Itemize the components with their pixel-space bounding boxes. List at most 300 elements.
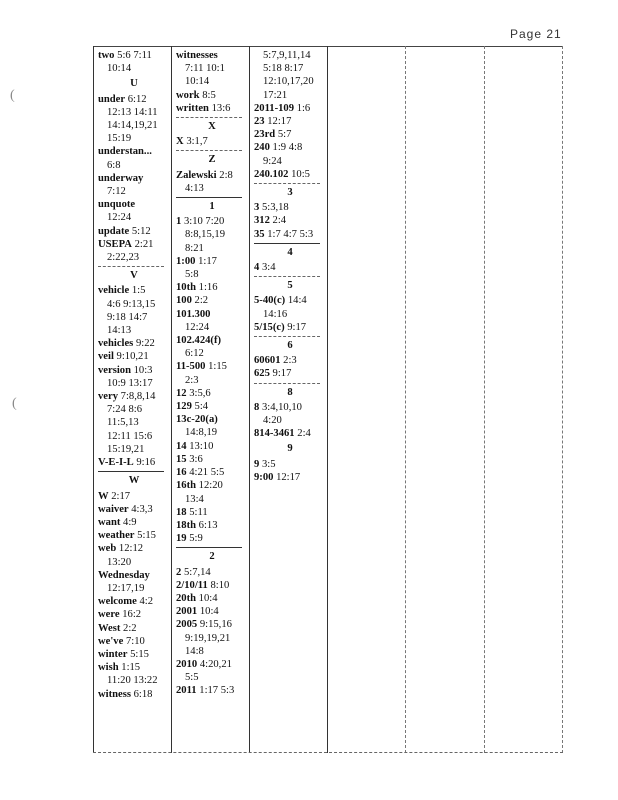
entry-continuation: 14:13 xyxy=(107,325,132,337)
entry-continuation: 11:5,13 xyxy=(107,417,139,429)
index-term: 2011 xyxy=(176,685,197,697)
section-heading: U xyxy=(130,78,138,90)
section-separator xyxy=(176,197,242,198)
index-entry xyxy=(98,648,170,661)
index-line xyxy=(98,62,170,75)
index-entry xyxy=(176,466,248,479)
index-line xyxy=(254,89,326,102)
index-entry xyxy=(254,294,326,307)
index-term: 312 xyxy=(254,215,270,227)
index-line xyxy=(98,251,170,264)
scan-mark: ( xyxy=(10,88,15,103)
index-entry xyxy=(176,334,248,347)
index-entry xyxy=(176,592,248,605)
index-entry xyxy=(98,198,170,211)
index-line xyxy=(98,582,170,595)
index-refs: 6:18 xyxy=(133,688,153,700)
entry-continuation: 14:14,19,21 xyxy=(107,120,158,132)
scan-mark: ( xyxy=(12,396,17,411)
index-term: 8 xyxy=(254,401,260,413)
entry-continuation: 12:24 xyxy=(185,321,210,333)
index-term: 11-500 xyxy=(176,361,206,373)
entry-continuation: 13:20 xyxy=(107,556,132,568)
index-refs: 8:5 xyxy=(202,89,216,101)
index-term: V-E-I-L xyxy=(98,457,134,469)
index-term: 2010 xyxy=(176,658,198,670)
index-line xyxy=(176,182,248,195)
index-entry xyxy=(98,569,170,582)
index-line xyxy=(254,49,326,62)
index-entry xyxy=(176,400,248,413)
entry-continuation: 13:4 xyxy=(185,493,204,505)
index-term: understan... xyxy=(98,146,152,158)
index-term: 14 xyxy=(176,440,187,452)
index-term: 35 xyxy=(254,228,265,240)
index-refs: 7:10 xyxy=(125,635,145,647)
index-term: written xyxy=(176,102,209,114)
section-separator xyxy=(98,471,164,472)
section-heading: 8 xyxy=(287,386,293,398)
index-line xyxy=(98,416,170,429)
section-heading: 2 xyxy=(209,551,215,563)
index-entry xyxy=(98,542,170,555)
index-entry xyxy=(254,367,326,380)
entry-continuation: 6:12 xyxy=(185,348,204,360)
index-entry xyxy=(176,89,248,102)
index-term: two xyxy=(98,50,115,61)
index-entry xyxy=(98,364,170,377)
section-heading: 1 xyxy=(209,201,215,213)
index-entry xyxy=(98,238,170,251)
index-term: W xyxy=(98,490,109,502)
index-term: unquote xyxy=(98,199,136,211)
index-refs: 5:15 xyxy=(137,530,156,542)
index-refs: 3:5 xyxy=(261,458,276,470)
index-line xyxy=(254,75,326,88)
entry-continuation: 7:11 10:1 xyxy=(185,63,225,75)
index-refs: 10:4 xyxy=(198,592,218,604)
index-entry xyxy=(176,684,248,697)
index-term: 129 xyxy=(176,401,192,413)
index-entry xyxy=(254,128,326,141)
index-line xyxy=(254,308,326,321)
index-term: 2001 xyxy=(176,606,198,618)
index-term: 16th xyxy=(176,480,197,492)
index-refs: 2:2 xyxy=(123,622,137,634)
index-line xyxy=(176,374,248,387)
index-entry xyxy=(254,141,326,154)
index-refs: 14:4 xyxy=(287,295,307,307)
entry-continuation: 12:11 15:6 xyxy=(107,430,153,442)
entry-continuation: 2:22,23 xyxy=(107,252,140,264)
index-refs: 13:10 xyxy=(189,440,214,452)
index-line xyxy=(176,242,248,255)
index-entry xyxy=(176,387,248,400)
index-refs: 10:5 xyxy=(291,168,310,180)
index-line xyxy=(98,211,170,224)
section-separator xyxy=(254,383,320,384)
index-line xyxy=(98,430,170,443)
index-entry xyxy=(98,490,170,503)
index-refs: 2:4 xyxy=(272,215,287,227)
entry-continuation: 4:13 xyxy=(185,182,204,194)
index-entry xyxy=(98,503,170,516)
index-term: 100 xyxy=(176,295,192,307)
index-entry xyxy=(254,261,326,274)
column-divider xyxy=(484,46,485,753)
index-refs: 1:5 xyxy=(131,285,146,297)
index-term: Wednesday xyxy=(98,569,150,581)
index-term: 13c-20(a) xyxy=(176,414,218,426)
index-line xyxy=(254,414,326,427)
section-separator xyxy=(176,117,242,118)
index-column-1 xyxy=(98,49,170,701)
index-entry xyxy=(254,214,326,227)
entry-continuation: 10:14 xyxy=(185,76,210,88)
section-separator xyxy=(176,150,242,151)
index-entry xyxy=(98,635,170,648)
index-entry xyxy=(254,201,326,214)
index-term: were xyxy=(98,609,120,621)
index-column-3 xyxy=(254,49,326,484)
index-refs: 1:6 xyxy=(296,102,311,114)
index-term: 4 xyxy=(254,262,260,274)
index-term: 814-3461 xyxy=(254,428,295,440)
index-entry xyxy=(176,49,248,62)
index-entry xyxy=(176,169,248,182)
entry-continuation: 14:16 xyxy=(263,308,288,320)
index-refs: 5:9 xyxy=(189,533,203,545)
index-entry xyxy=(98,390,170,403)
index-entry xyxy=(98,688,170,701)
index-refs: 1:17 xyxy=(198,255,217,267)
index-refs: 9:15,16 xyxy=(199,619,232,631)
entry-continuation: 5:5 xyxy=(185,672,199,684)
index-term: vehicle xyxy=(98,285,130,297)
index-line xyxy=(176,645,248,658)
section-separator xyxy=(254,183,320,184)
section-heading: 3 xyxy=(287,187,293,199)
entry-continuation: 2:3 xyxy=(185,374,199,386)
entry-continuation: 5:7,9,11,14 xyxy=(263,50,311,61)
index-entry xyxy=(176,294,248,307)
index-refs: 9:17 xyxy=(272,368,292,380)
section-heading: W xyxy=(128,475,140,487)
index-line xyxy=(98,377,170,390)
section-separator xyxy=(254,276,320,277)
entry-continuation: 10:14 xyxy=(107,63,132,75)
index-refs: 1:9 4:8 xyxy=(272,142,303,154)
index-term: 23rd xyxy=(254,129,276,141)
entry-continuation: 14:8 xyxy=(185,645,204,657)
entry-continuation: 5:8 xyxy=(185,269,199,281)
entry-continuation: 9:19,19,21 xyxy=(185,632,231,644)
index-term: wish xyxy=(98,662,119,674)
index-line xyxy=(176,62,248,75)
index-term: 101.300 xyxy=(176,308,211,320)
section-heading: 5 xyxy=(287,280,293,292)
index-term: under xyxy=(98,93,126,105)
index-term: 2005 xyxy=(176,619,198,631)
index-line xyxy=(254,155,326,168)
index-entry xyxy=(254,458,326,471)
index-refs: 5:12 xyxy=(131,225,151,237)
index-refs: 4:3,3 xyxy=(131,503,153,515)
index-term: 18 xyxy=(176,506,187,518)
index-refs: 5:7,14 xyxy=(183,566,211,578)
index-term: 5-40(c) xyxy=(254,295,286,307)
entry-continuation: 8:21 xyxy=(185,242,204,254)
index-entry xyxy=(176,308,248,321)
index-entry xyxy=(98,595,170,608)
index-entry xyxy=(254,401,326,414)
index-term: web xyxy=(98,543,117,555)
index-refs: 2:2 xyxy=(194,295,209,307)
index-entry xyxy=(98,350,170,363)
index-line xyxy=(176,321,248,334)
index-term: 19 xyxy=(176,533,187,545)
index-line xyxy=(176,671,248,684)
index-entry xyxy=(98,49,170,62)
index-term: 102.424(f) xyxy=(176,335,222,347)
index-line xyxy=(176,493,248,506)
entry-continuation: 5:18 8:17 xyxy=(263,63,304,75)
index-refs: 5:4 xyxy=(194,401,209,413)
index-term: 12 xyxy=(176,387,187,399)
index-term: 60601 xyxy=(254,355,281,367)
section-heading: 4 xyxy=(287,246,293,258)
index-refs: 2:3 xyxy=(283,355,297,367)
index-term: 2 xyxy=(176,566,182,578)
index-term: 18th xyxy=(176,519,197,531)
index-entry xyxy=(98,608,170,621)
index-line xyxy=(98,324,170,337)
index-refs: 5:7 xyxy=(277,129,292,141)
index-line xyxy=(98,185,170,198)
index-refs: 10:3 xyxy=(133,364,153,376)
index-entry xyxy=(176,618,248,631)
index-entry xyxy=(176,506,248,519)
index-refs: 2:8 xyxy=(219,169,233,181)
index-term: 15 xyxy=(176,453,187,465)
index-line xyxy=(98,311,170,324)
index-refs: 10:4 xyxy=(199,606,219,618)
entry-continuation: 12:24 xyxy=(107,212,132,224)
index-term: we've xyxy=(98,635,124,647)
column-divider xyxy=(405,46,406,753)
index-entry xyxy=(254,354,326,367)
index-entry xyxy=(176,658,248,671)
index-entry xyxy=(98,456,170,469)
index-term: 625 xyxy=(254,368,270,380)
entry-continuation: 15:19,21 xyxy=(107,443,145,455)
index-line xyxy=(254,62,326,75)
entry-continuation: 12:17,19 xyxy=(107,582,145,594)
entry-continuation: 15:19 xyxy=(107,133,132,145)
index-refs: 1:15 xyxy=(121,662,141,674)
index-line xyxy=(98,106,170,119)
index-entry xyxy=(176,102,248,115)
entry-continuation: 14:8,19 xyxy=(185,427,218,439)
entry-continuation: 7:12 xyxy=(107,186,126,198)
index-refs: 5:11 xyxy=(189,506,208,518)
entry-continuation: 4:6 9:13,15 xyxy=(107,298,156,310)
index-refs: 2:17 xyxy=(111,490,131,502)
index-refs: 16:2 xyxy=(122,609,142,621)
index-line xyxy=(176,228,248,241)
index-refs: 12:17 xyxy=(276,471,301,483)
index-entry xyxy=(98,516,170,529)
index-entry xyxy=(176,532,248,545)
index-entry xyxy=(98,93,170,106)
index-refs: 9:10,21 xyxy=(116,351,149,363)
index-term: version xyxy=(98,364,131,376)
index-entry xyxy=(98,661,170,674)
index-entry xyxy=(98,622,170,635)
index-entry xyxy=(98,284,170,297)
index-term: 1:00 xyxy=(176,255,196,267)
index-refs: 4:2 xyxy=(139,596,154,608)
section-separator xyxy=(254,243,320,244)
column-divider xyxy=(562,46,563,753)
index-term: waiver xyxy=(98,503,129,515)
index-entry xyxy=(176,281,248,294)
index-line xyxy=(98,674,170,687)
entry-continuation: 9:24 xyxy=(263,155,282,167)
index-entry xyxy=(254,228,326,241)
index-term: 20th xyxy=(176,592,197,604)
index-entry xyxy=(254,168,326,181)
index-term: update xyxy=(98,225,130,237)
index-entry xyxy=(176,566,248,579)
page-number: Page 21 xyxy=(510,27,562,41)
index-refs: 1:15 xyxy=(208,361,227,373)
index-term: witness xyxy=(98,688,131,700)
index-refs: 4:20,21 xyxy=(199,658,232,670)
index-entry xyxy=(176,135,248,148)
index-refs: 5:3,18 xyxy=(261,202,289,214)
column-divider xyxy=(171,46,172,753)
entry-continuation: 11:20 13:22 xyxy=(107,675,158,687)
section-heading: 9 xyxy=(287,443,293,455)
index-entry xyxy=(98,145,170,158)
index-entry xyxy=(176,440,248,453)
index-refs: 3:5,6 xyxy=(189,387,211,399)
top-rule xyxy=(93,46,563,47)
index-entry xyxy=(176,579,248,592)
index-term: West xyxy=(98,622,121,634)
index-refs: 7:8,8,14 xyxy=(120,391,156,403)
entry-continuation: 9:18 14:7 xyxy=(107,311,148,323)
index-term: very xyxy=(98,391,118,403)
index-column-2 xyxy=(176,49,248,698)
entry-continuation: 6:8 xyxy=(107,159,121,171)
index-entry xyxy=(176,453,248,466)
index-term: 10th xyxy=(176,282,197,294)
index-line xyxy=(98,443,170,456)
section-heading: X xyxy=(208,121,216,133)
column-divider xyxy=(249,46,250,753)
index-term: Zalewski xyxy=(176,169,217,181)
index-term: X xyxy=(176,136,184,148)
index-term: welcome xyxy=(98,596,137,608)
index-line xyxy=(176,426,248,439)
index-entry xyxy=(98,172,170,185)
index-refs: 9:16 xyxy=(136,457,156,469)
column-divider xyxy=(93,46,94,753)
index-refs: 3:1,7 xyxy=(186,136,208,148)
section-separator xyxy=(254,336,320,337)
index-entry xyxy=(254,102,326,115)
index-line xyxy=(176,347,248,360)
index-refs: 5:6 7:11 xyxy=(117,50,152,61)
index-refs: 3:10 7:20 xyxy=(183,216,225,228)
index-term: 9:00 xyxy=(254,471,274,483)
index-line xyxy=(98,132,170,145)
index-term: 2011-109 xyxy=(254,102,295,114)
index-term: 2/10/11 xyxy=(176,579,208,591)
index-refs: 9:22 xyxy=(135,338,155,350)
section-separator xyxy=(98,266,164,267)
index-term: 9 xyxy=(254,458,260,470)
index-entry xyxy=(98,529,170,542)
index-refs: 12:12 xyxy=(118,543,144,555)
entry-continuation: 10:9 13:17 xyxy=(107,377,153,389)
index-entry xyxy=(254,427,326,440)
index-entry xyxy=(254,321,326,334)
entry-continuation: 8:8,15,19 xyxy=(185,229,226,241)
index-line xyxy=(98,298,170,311)
index-term: 240 xyxy=(254,142,270,154)
index-term: 5/15(c) xyxy=(254,321,285,333)
index-entry xyxy=(98,225,170,238)
entry-continuation: 17:21 xyxy=(263,89,288,101)
index-refs: 6:12 xyxy=(127,93,147,105)
index-entry xyxy=(254,471,326,484)
index-line xyxy=(98,159,170,172)
index-term: want xyxy=(98,516,121,528)
index-refs: 3:6 xyxy=(189,453,203,465)
index-term: witnesses xyxy=(176,50,218,61)
index-term: vehicles xyxy=(98,338,134,350)
index-refs: 5:15 xyxy=(130,648,149,660)
index-term: 16 xyxy=(176,467,187,479)
entry-continuation: 12:13 14:11 xyxy=(107,106,158,118)
index-entry xyxy=(176,255,248,268)
entry-continuation: 12:10,17,20 xyxy=(263,76,314,88)
index-term: weather xyxy=(98,530,135,542)
entry-continuation: 7:24 8:6 xyxy=(107,404,143,416)
index-term: USEPA xyxy=(98,238,132,250)
section-separator xyxy=(176,547,242,548)
index-refs: 12:17 xyxy=(267,116,292,128)
index-refs: 12:20 xyxy=(198,480,223,492)
index-refs: 4:21 5:5 xyxy=(189,467,225,479)
index-term: 1 xyxy=(176,216,182,228)
index-line xyxy=(98,403,170,416)
index-refs: 4:9 xyxy=(123,516,137,528)
index-refs: 1:17 5:3 xyxy=(199,685,235,697)
index-line xyxy=(176,268,248,281)
index-entry xyxy=(176,215,248,228)
index-line xyxy=(98,119,170,132)
index-entry xyxy=(176,605,248,618)
section-heading: 6 xyxy=(287,340,293,352)
index-refs: 2:21 xyxy=(134,238,154,250)
index-line xyxy=(176,632,248,645)
index-entry xyxy=(176,413,248,426)
index-entry xyxy=(176,479,248,492)
